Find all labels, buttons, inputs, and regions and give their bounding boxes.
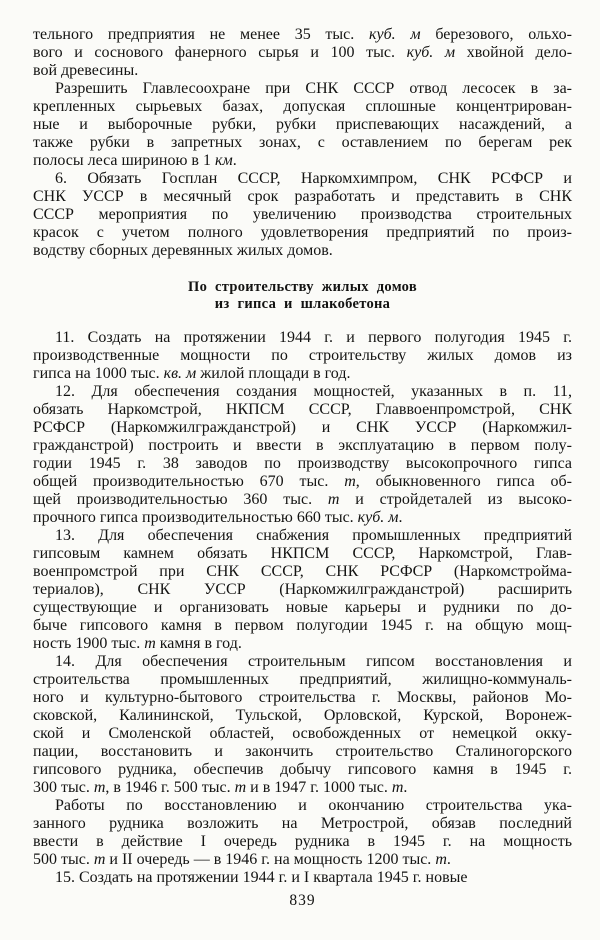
section-heading [33,279,572,313]
paragraph [33,527,572,653]
text-line: 15. Создать на протяжении 1944 г. и I квартала 1945 г. новые [55,869,468,886]
text-line: общей производительностью 670 тыс. т, обыкновенного гипса об- [33,473,572,490]
text-line: щей производительностью 360 тыс. т и стройдеталей из высоко- [33,491,573,508]
text-line: полосы леса шириною в 1 км. [33,152,237,169]
text-line: строительства промышленных предприятий, жилищно-коммуналь- [33,671,572,688]
text-line: гипсового рудника, обеспечив добычу гипсового камня в 1945 г. [33,761,572,778]
text-line: военпромстрой при СНК СССР, СНК РСФСР (Наркомстройма- [33,563,572,580]
text-line: 6. Обязать Госплан СССР, Наркомхимпром, СНК РСФСР и [55,170,572,187]
text-line: СССР мероприятия по увеличению производства строительных [33,206,572,223]
paragraph [33,797,572,869]
paragraph [33,170,572,260]
text-line: существующие и организовать новые карьеры и рудники по до- [33,599,572,616]
text-line: Разрешить Главлесоохране при СНК СССР отвод лесосек в за- [55,80,572,97]
text-line: 14. Для обеспечения строительным гипсом восстановления и [55,653,572,670]
text-line: гражданстрой) построить и ввести в эксплуатацию в первом полу- [33,437,572,454]
text-line: сковской, Калининской, Тульской, Орловской, Курской, Воронеж- [33,707,572,724]
text-line: 300 тыс. т, в 1946 г. 500 тыс. т и в 1947 г. 1000 тыс. т. [33,779,408,796]
document-body [33,26,572,887]
text-line: ные и выборочные рубки, рубки приспевающих насаждений, а [33,116,572,133]
text-line: гипсовым камнем обязать НКПСМ СССР, Наркомстрой, Глав- [33,545,572,562]
text-line: 12. Для обеспечения создания мощностей, указанных в п. 11, [55,383,572,400]
text-line: териалов), СНК УССР (Наркомжилгражданстрой) расширить [33,581,572,598]
text-line: водству сборных деревянных жилых домов. [33,242,333,259]
text-line: также рубки в запретных зонах, с оставлением по берегам рек [33,134,572,151]
text-line: Работы по восстановлению и окончанию строительства ука- [55,797,572,814]
text-line: 500 тыс. т и II очередь — в 1946 г. на мощность 1200 тыс. т. [33,851,451,868]
text-line: красок с учетом полного удовлетворения предприятий по произ- [33,224,572,241]
text-line: из гипса и шлакобетона [214,296,391,312]
text-line: 13. Для обеспечения снабжения промышленных предприятий [55,527,572,544]
text-line: производственные мощности по строительству жилых домов из [33,347,572,364]
text-line: прочного гипса производительностью 660 тыс. куб. м. [33,509,403,526]
text-line: тельного предприятия не менее 35 тыс. куб. м березового, ольхо- [33,26,572,43]
paragraph [33,329,572,383]
text-line: СНК УССР в месячный срок разработать и представить в СНК [33,188,572,205]
text-line: пации, восстановить и закончить строительство Сталиногорского [33,743,572,760]
text-line: занного рудника возложить на Метрострой, обязав последний [33,815,572,832]
text-line: РСФСР (Наркомжилгражданстрой) и СНК УССР (Наркомжил- [33,419,572,436]
text-line: гипса на 1000 тыс. кв. м жилой площади в год. [33,365,351,382]
text-line: годии 1945 г. 38 заводов по производству высокопрочного гипса [33,455,572,472]
text-line: быче гипсового камня в первом полугодии 1945 г. на общую мощ- [33,617,572,634]
text-line: ность 1900 тыс. т камня в год. [33,635,242,652]
paragraph [33,26,572,80]
text-line: 11. Создать на протяжении 1944 г. и первого полугодия 1945 г. [55,329,572,346]
text-line: обязать Наркомстрой, НКПСМ СССР, Главвоенпромстрой, СНК [33,401,572,418]
text-line: ввести в действие I очередь рудника в 1945 г. на мощность [33,833,572,850]
text-line: ного и культурно-бытового строительства г. Москвы, районов Мо- [33,689,572,706]
paragraph [33,869,572,887]
text-line: ской и Смоленской областей, освобожденных от немецкой окку- [33,725,572,742]
paragraph [33,80,572,170]
paragraph [33,653,572,797]
page-number: 839 [289,892,316,909]
text-line: По строительству жилых домов [188,279,417,295]
text-line: вой древесины. [33,62,139,79]
paragraph [33,383,572,527]
text-line: вого и соснового фанерного сырья и 100 тыс. куб. м хвойной дело- [33,44,573,61]
text-line: крепленных сырьевых базах, допуская сплошные концентрирован- [33,98,572,115]
